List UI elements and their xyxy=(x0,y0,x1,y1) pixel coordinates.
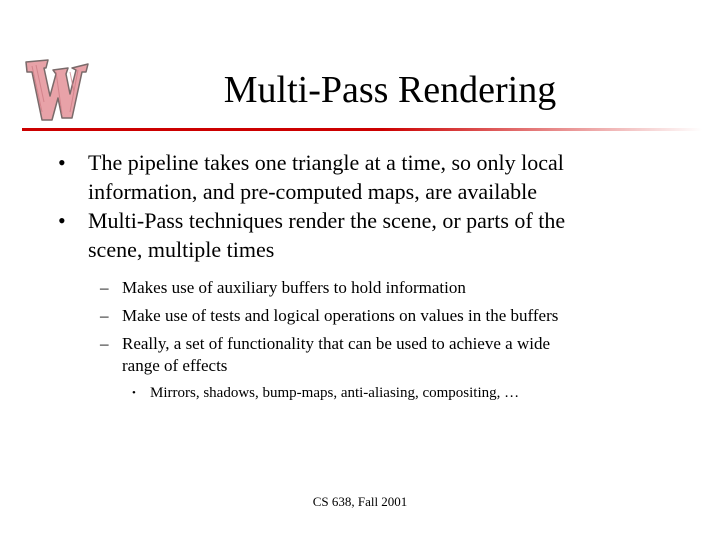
sub-bullet-1-marker: – xyxy=(100,278,109,297)
sub-bullet-1 xyxy=(100,274,690,302)
sub-bullet-2-text: Make use of tests and logical operations on values in the buffers xyxy=(122,306,559,325)
bullet-1-line-1: The pipeline takes one triangle at a time, so only local xyxy=(88,150,564,175)
bullet-2-line-1: Multi-Pass techniques render the scene, or parts of the xyxy=(88,208,566,233)
bullet-1-marker: • xyxy=(58,150,66,175)
slide-footer: CS 638, Fall 2001 xyxy=(312,494,408,509)
sub-bullet-2 xyxy=(100,302,690,330)
bullet-1 xyxy=(50,148,690,206)
sub-bullet-2-marker: – xyxy=(100,306,109,325)
title-divider-solid xyxy=(22,128,382,131)
slide-body xyxy=(50,148,690,407)
logo-w-shape xyxy=(26,60,88,120)
sub-bullet-1-text: Makes use of auxiliary buffers to hold information xyxy=(122,278,466,297)
sub-sub-bullet-1-text: Mirrors, shadows, bump-maps, anti-aliasing, compositing, … xyxy=(150,385,520,401)
sub-bullet-3-marker: – xyxy=(100,334,109,353)
sub-bullet-3-line-1: Really, a set of functionality that can be used to achieve a wide xyxy=(122,334,550,353)
sub-sub-bullet-1 xyxy=(132,379,690,407)
bullet-1-line-2: information, and pre-computed maps, are available xyxy=(88,179,537,204)
title-divider xyxy=(22,128,702,131)
sub-bullet-3 xyxy=(100,330,690,376)
uw-w-logo-icon xyxy=(22,52,94,124)
title-divider-fade xyxy=(382,128,702,131)
slide-title: Multi-Pass Rendering xyxy=(223,69,557,111)
sub-bullet-3-line-2: range of effects xyxy=(122,356,228,375)
bullet-2 xyxy=(50,206,690,264)
bullet-2-marker: • xyxy=(58,208,66,233)
sub-sub-bullet-1-marker: • xyxy=(132,387,136,399)
bullet-2-line-2: scene, multiple times xyxy=(88,237,275,262)
